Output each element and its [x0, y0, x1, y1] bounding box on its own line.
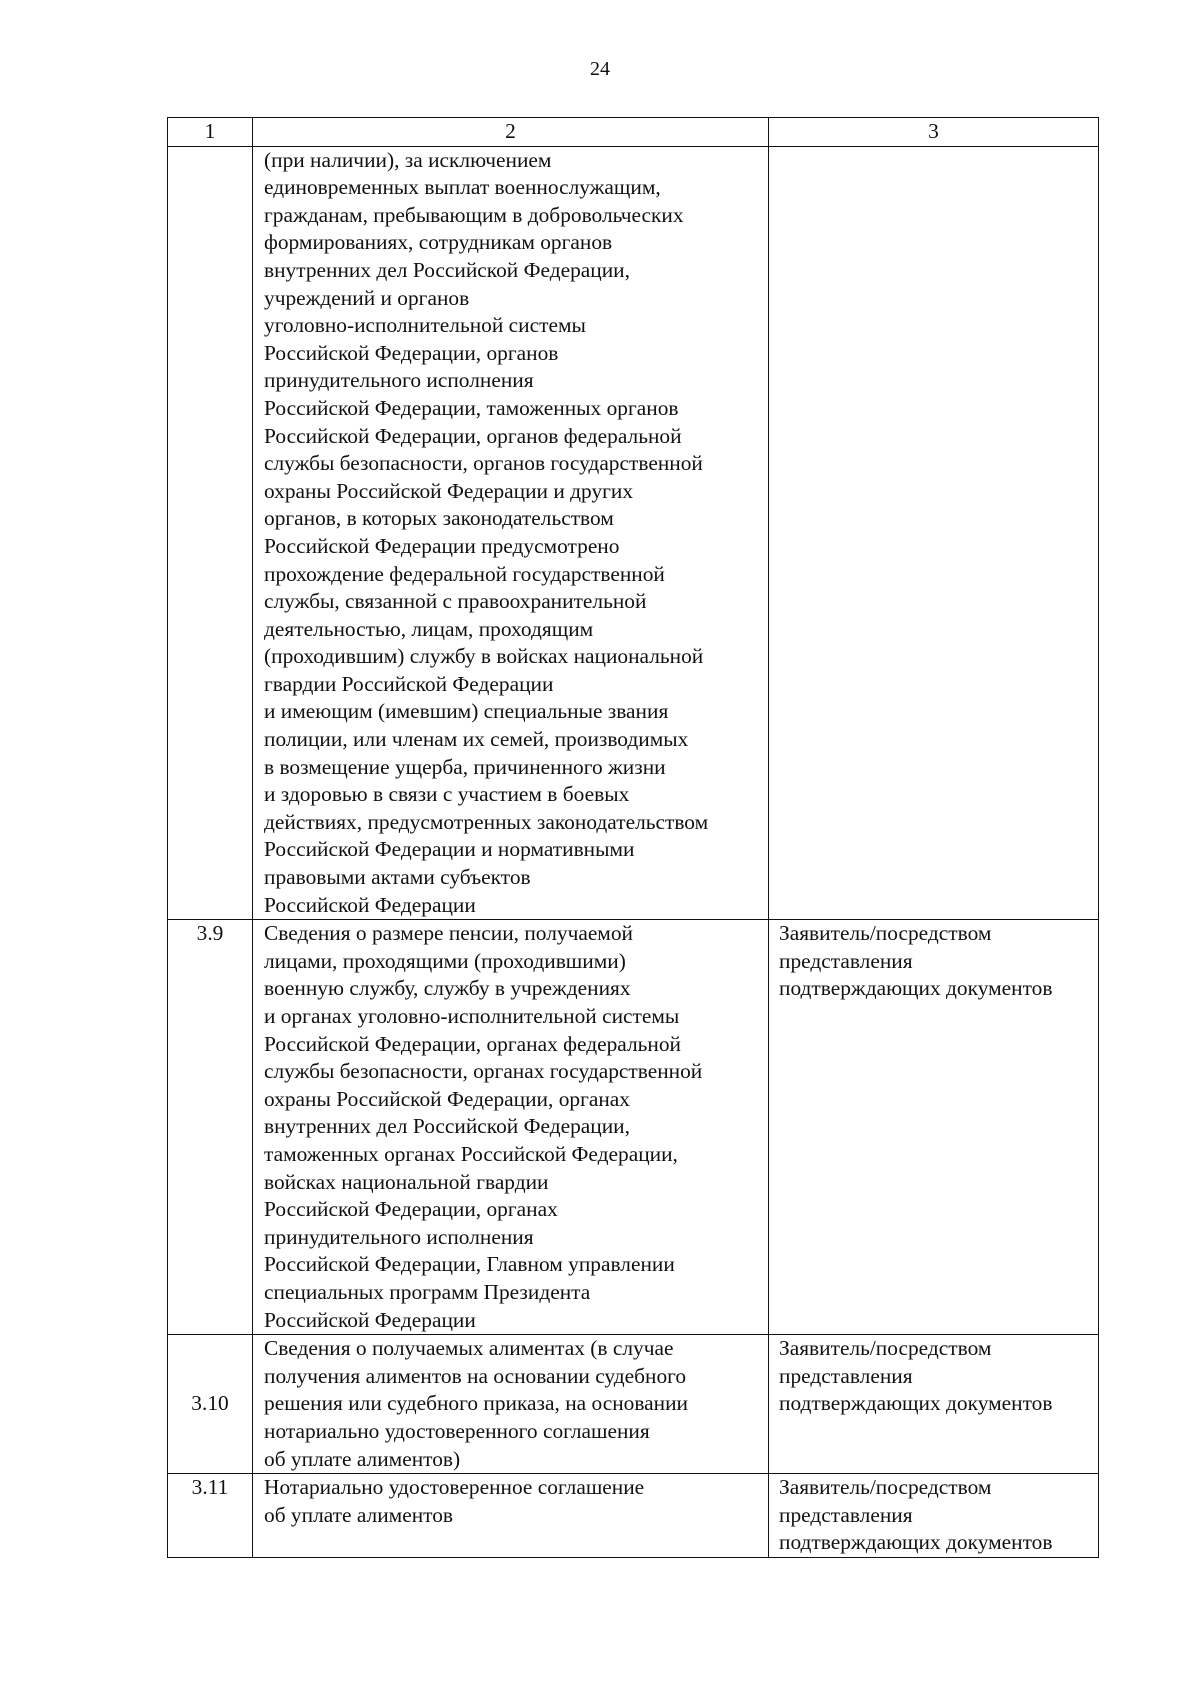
text-line: Российской Федерации, таможенных органов	[264, 395, 679, 420]
requirements-table	[167, 117, 1099, 1558]
text-line: (проходившим) службу в войсках национальной	[264, 644, 704, 669]
text-line: военную службу, службу в учреждениях	[264, 976, 631, 1001]
row-description	[253, 1335, 769, 1474]
text-line: внутренних дел Российской Федерации,	[264, 257, 630, 282]
text-line: об уплате алиментов)	[264, 1446, 461, 1471]
text-line: Российской Федерации, Главном управлении	[264, 1252, 675, 1277]
text-line: Нотариально удостоверенное соглашение	[264, 1475, 645, 1500]
text-line: учреждений и органов	[264, 285, 470, 310]
text-line: Российской Федерации и нормативными	[264, 837, 635, 862]
row-number	[168, 146, 253, 920]
text-line: в возмещение ущерба, причиненного жизни	[264, 754, 666, 779]
row-number: 3.10	[168, 1335, 253, 1474]
text-line: лицами, проходящими (проходившими)	[264, 948, 626, 973]
row-source	[769, 1335, 1099, 1474]
text-line: об уплате алиментов	[264, 1502, 454, 1527]
row-number: 3.9	[168, 920, 253, 1335]
text-line: службы безопасности, органах государственной	[264, 1059, 703, 1084]
text-line: Заявитель/посредством	[779, 921, 992, 946]
text-line: Российской Федерации, органов	[264, 340, 559, 365]
text-line: действиях, предусмотренных законодательством	[264, 809, 709, 834]
row-description	[253, 920, 769, 1335]
text-line: представления	[779, 948, 913, 973]
column-header-2: 2	[253, 118, 769, 147]
table-row-3-11	[168, 1474, 1099, 1558]
text-line: представления	[779, 1363, 913, 1388]
text-line: и органах уголовно-исполнительной системы	[264, 1004, 680, 1028]
text-line: службы, связанной с правоохранительной	[264, 589, 647, 614]
text-line: и имеющим (имевшим) специальные звания	[264, 699, 669, 724]
text-line: Заявитель/посредством	[779, 1336, 992, 1361]
text-line: принудительного исполнения	[264, 368, 534, 393]
column-header-3: 3	[769, 118, 1099, 147]
text-line: подтверждающих документов	[779, 1391, 1053, 1416]
text-line: единовременных выплат военнослужащим,	[264, 175, 661, 200]
row-source	[769, 146, 1099, 920]
text-line: деятельностью, лицам, проходящим	[264, 616, 594, 641]
text-line: правовыми актами субъектов	[264, 865, 531, 890]
table-row-3-10	[168, 1335, 1099, 1474]
text-line: решения или судебного приказа, на основании	[264, 1391, 688, 1416]
text-line: нотариально удостоверенного соглашения	[264, 1418, 650, 1443]
text-line: Российской Федерации, органах	[264, 1197, 558, 1222]
row-source	[769, 920, 1099, 1335]
text-line: службы безопасности, органов государственной	[264, 451, 703, 476]
text-line: Российской Федерации, органов федеральной	[264, 423, 682, 448]
table-row-continuation	[168, 146, 1099, 920]
text-line: полиции, или членам их семей, производимых	[264, 727, 689, 752]
row-description	[253, 1474, 769, 1558]
text-line: подтверждающих документов	[779, 1530, 1053, 1555]
text-line: получения алиментов на основании судебного	[264, 1363, 687, 1388]
text-line: принудительного исполнения	[264, 1224, 534, 1249]
text-line: прохождение федеральной государственной	[264, 561, 665, 586]
text-line: Российской Федерации предусмотрено	[264, 533, 620, 558]
row-number: 3.11	[168, 1474, 253, 1558]
text-line: представления	[779, 1502, 913, 1527]
text-line: специальных программ Президента	[264, 1279, 591, 1304]
text-line: Сведения о получаемых алиментах (в случае	[264, 1336, 674, 1361]
text-line: внутренних дел Российской Федерации,	[264, 1114, 630, 1139]
text-line: войсках национальной гвардии	[264, 1169, 549, 1194]
table-row-3-9	[168, 920, 1099, 1335]
page-number: 24	[590, 58, 610, 80]
text-line: и здоровью в связи с участием в боевых	[264, 782, 630, 807]
text-line: Российской Федерации, органах федеральной	[264, 1031, 681, 1056]
text-line: (при наличии), за исключением	[264, 147, 552, 172]
text-line: Заявитель/посредством	[779, 1475, 992, 1500]
text-line: охраны Российской Федерации и других	[264, 478, 634, 503]
table-header-row	[168, 118, 1099, 147]
text-line: гражданам, пребывающим в добровольческих	[264, 202, 684, 227]
text-line: таможенных органах Российской Федерации,	[264, 1141, 678, 1166]
text-line: Российской Федерации	[264, 1307, 476, 1332]
text-line: Российской Федерации	[264, 892, 476, 917]
text-line: формированиях, сотрудникам органов	[264, 230, 613, 255]
column-header-1: 1	[168, 118, 253, 147]
text-line: охраны Российской Федерации, органах	[264, 1086, 630, 1111]
text-line: гвардии Российской Федерации	[264, 671, 554, 696]
row-description	[253, 146, 769, 920]
text-line: уголовно-исполнительной системы	[264, 313, 586, 338]
text-line: подтверждающих документов	[779, 976, 1053, 1001]
text-line: Сведения о размере пенсии, получаемой	[264, 921, 633, 946]
row-source	[769, 1474, 1099, 1558]
text-line: органов, в которых законодательством	[264, 506, 614, 531]
